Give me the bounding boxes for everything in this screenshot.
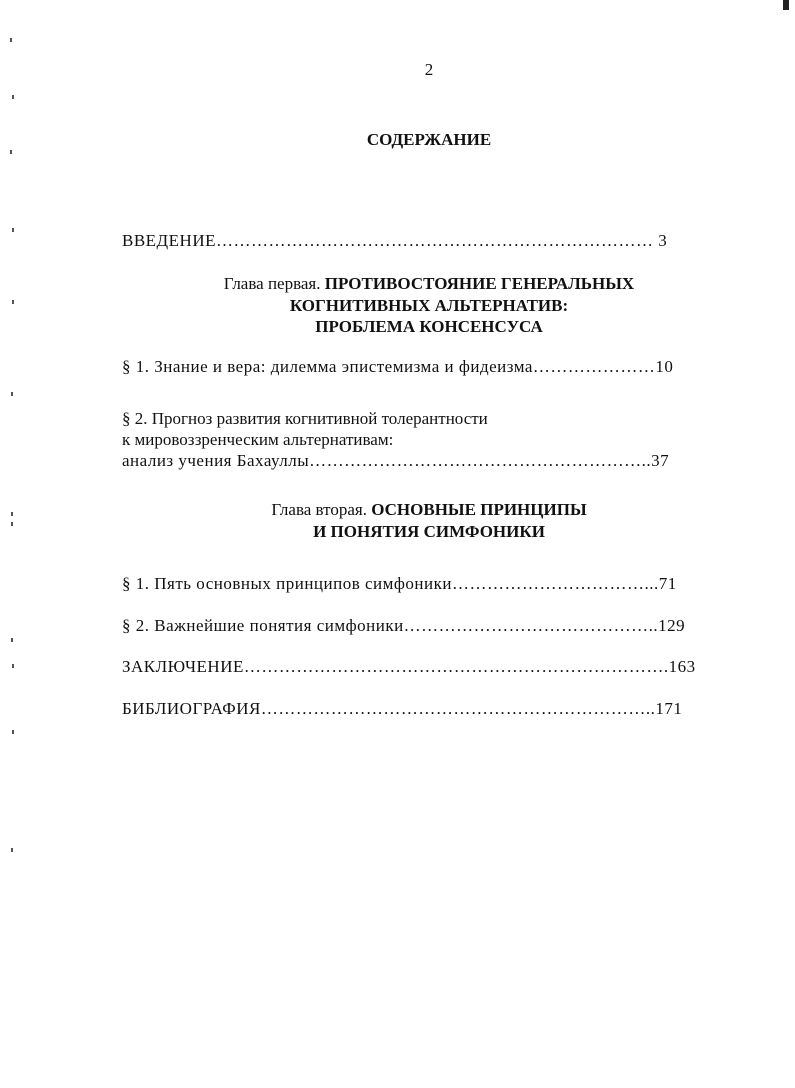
page-title: СОДЕРЖАНИЕ <box>366 130 492 149</box>
chapter-2-prefix: Глава вторая. <box>271 500 367 519</box>
chapter-1-heading-line-2: КОГНИТИВНЫХ АЛЬТЕРНАТИВ: <box>289 296 569 315</box>
scan-speck <box>10 150 12 154</box>
scan-speck <box>11 848 13 852</box>
chapter-1-heading-line-1 <box>0 274 795 294</box>
toc-entry-conclusion: ЗАКЛЮЧЕНИЕ……………………………………………………………….163 <box>122 657 696 676</box>
toc-entry-ch2-section-1: § 1. Пять основных принципов симфоники……………………………...71 <box>122 574 677 593</box>
chapter-1-title: ПРОТИВОСТОЯНИЕ ГЕНЕРАЛЬНЫХ <box>324 274 635 293</box>
scan-speck <box>12 730 14 734</box>
toc-entry-ch1-section-2-line-1: § 2. Прогноз развития когнитивной толерантности <box>122 409 488 428</box>
scan-corner-mark <box>783 0 789 10</box>
toc-entry-bibliography: БИБЛИОГРАФИЯ…………………………………………………………..171 <box>122 699 683 718</box>
toc-entry-ch2-section-2: § 2. Важнейшие понятия симфоники……………………………………..129 <box>122 616 686 635</box>
page-number: 2 <box>424 60 434 79</box>
chapter-1-heading-line-3: ПРОБЛЕМА КОНСЕНСУСА <box>315 317 543 336</box>
toc-entry-introduction: ВВЕДЕНИЕ………………………………………………………………… 3 <box>122 231 668 250</box>
chapter-2-title: ОСНОВНЫЕ ПРИНЦИПЫ <box>371 500 587 519</box>
scan-speck <box>12 228 14 232</box>
toc-entry-ch1-section-1: § 1. Знание и вера: дилемма эпистемизма и фидеизма…………………10 <box>122 357 674 376</box>
scan-speck <box>11 638 13 642</box>
toc-entry-ch1-section-2-line-3: анализ учения Бахауллы…………………………………………………..37 <box>122 451 670 470</box>
scan-speck <box>12 95 14 99</box>
chapter-2-heading-line-2: И ПОНЯТИЯ СИМФОНИКИ <box>313 522 545 541</box>
scan-speck <box>10 38 12 42</box>
chapter-2-heading-line-1 <box>0 500 795 520</box>
toc-entry-ch1-section-2-line-2: к мировоззренческим альтернативам: <box>122 430 394 449</box>
chapter-1-prefix: Глава первая. <box>223 274 321 293</box>
scan-speck <box>11 392 13 396</box>
scan-speck <box>12 664 14 668</box>
